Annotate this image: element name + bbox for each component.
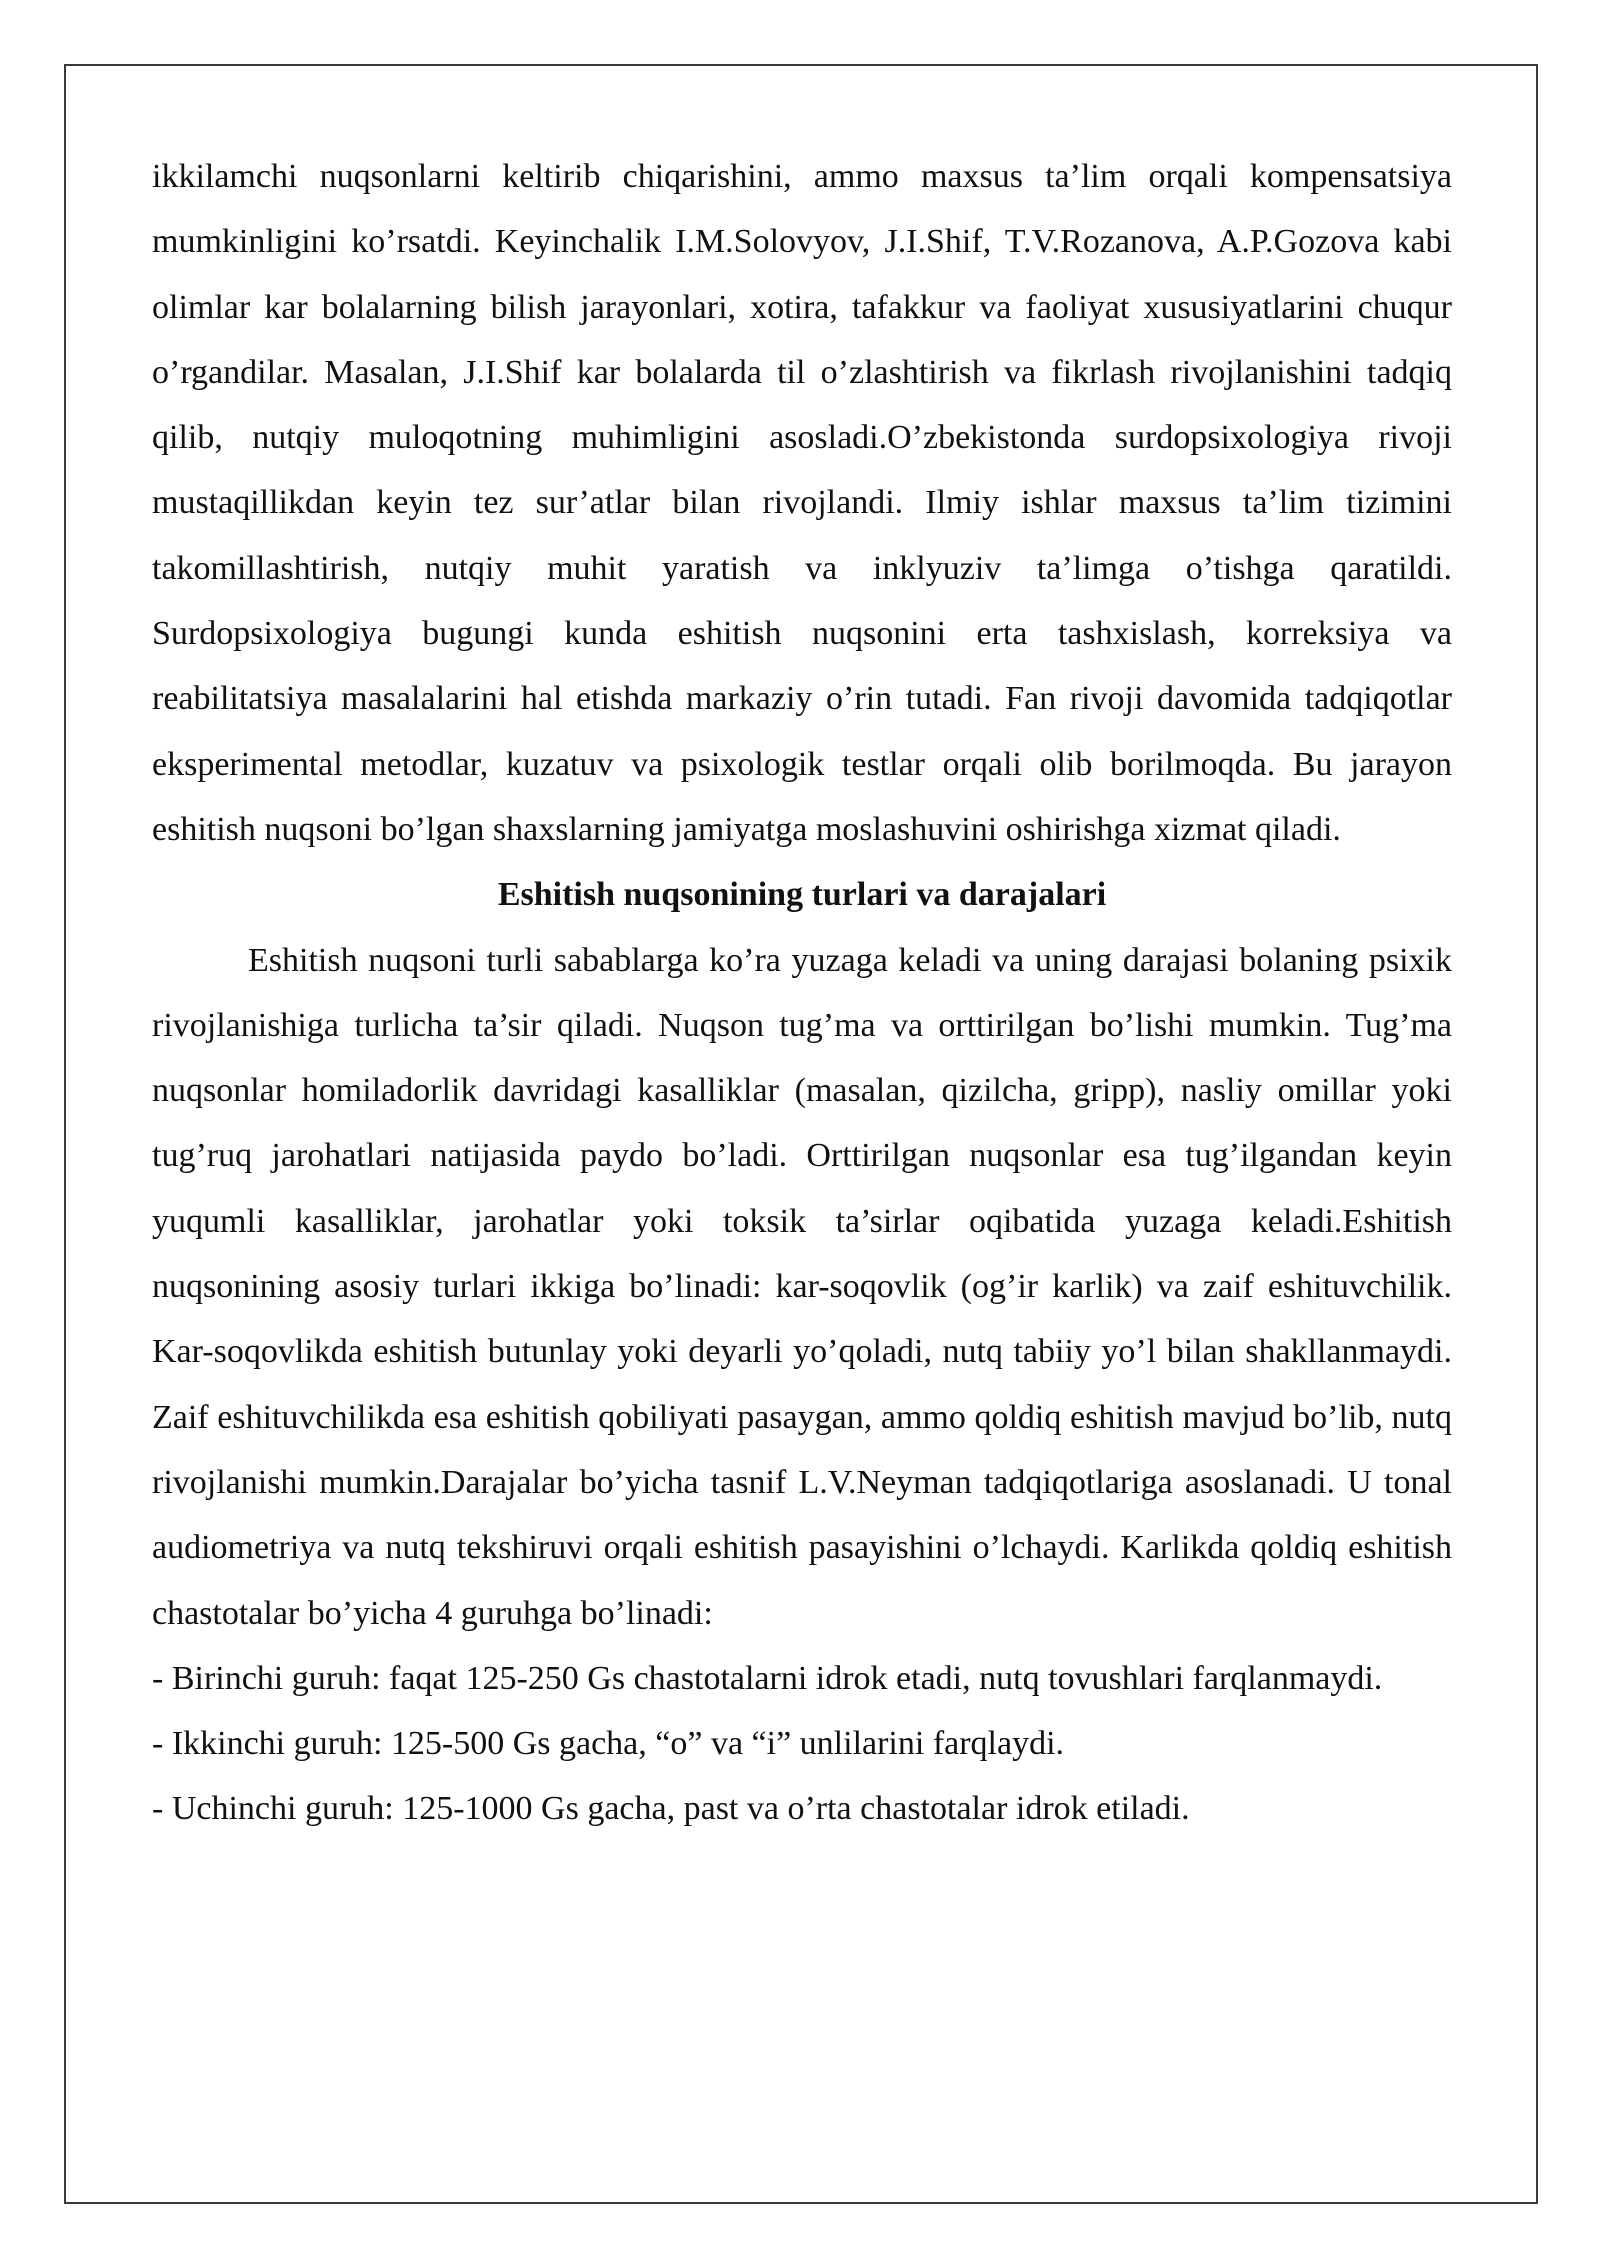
list-item: - Uchinchi guruh: 125-1000 Gs gacha, past va o’rta chastotalar idrok etiladi. bbox=[152, 1790, 1190, 1828]
list-item: - Birinchi guruh: faqat 125-250 Gs chastotalarni idrok etadi, nutq tovushlari farqlanmaydi. bbox=[152, 1659, 1383, 1697]
section-heading: Eshitish nuqsonining turlari va darajalari bbox=[497, 876, 1107, 914]
body-paragraph: ikkilamchi nuqsonlarni keltirib chiqarishini, ammo maxsus ta’lim orqali kompensatsiya mumkinligini ko’rsatdi. Keyinchalik I.M.Solovyov, J.I.Shif, T.V.Rozanova, A.P.Gozova kabi olimlar kar bolalarning bilish jarayonlari, xotira, tafakkur va faoliyat xususiyatlarini chuqur o’rgandilar. Masalan, J.I.Shif kar bolalarda til o’zlashtirish va fikrlash rivojlanishini tadqiq qilib, nutqiy muloqotning muhimligini asosladi.O’zbekistonda surdopsixologiya rivoji mustaqillikdan keyin tez sur’atlar bilan rivojlandi. Ilmiy ishlar maxsus ta’lim tizimini takomillashtirish, nutqiy muhit yaratish va inklyuziv ta’limga o’tishga qaratildi. Surdopsixologiya bugungi kunda eshitish nuqsonini erta tashxislash, korreksiya va reabilitatsiya masalalarini hal etishda markaziy o’rin tutadi. Fan rivoji davomida tadqiqotlar eksperimental metodlar, kuzatuv va psixologik testlar orqali olib borilmoqda. Bu jarayon eshitish nuqsoni bo’lgan shaxslarning jamiyatga moslashuvini oshirishga xizmat qiladi. bbox=[152, 158, 1452, 848]
list-item: - Ikkinchi guruh: 125-500 Gs gacha, “o” va “i” unlilarini farqlaydi. bbox=[152, 1725, 1065, 1763]
body-paragraph: Eshitish nuqsoni turli sabablarga ko’ra yuzaga keladi va uning darajasi bolaning psixik rivojlanishiga turlicha ta’sir qiladi. Nuqson tug’ma va orttirilgan bo’lishi mumkin. Tug’ma nuqsonlar homiladorlik davridagi kasalliklar (masalan, qizilcha, gripp), nasliy omillar yoki tug’ruq jarohatlari natijasida paydo bo’ladi. Orttirilgan nuqsonlar esa tug’ilgandan keyin yuqumli kasalliklar, jarohatlar yoki toksik ta’sirlar oqibatida yuzaga keladi.Eshitish nuqsonining asosiy turlari ikkiga bo’linadi: kar-soqovlik (og’ir karlik) va zaif eshituvchilik. Kar-soqovlikda eshitish butunlay yoki deyarli yo’qoladi, nutq tabiiy yo’l bilan shakllanmaydi. Zaif eshituvchilikda esa eshitish qobiliyati pasaygan, ammo qoldiq eshitish mavjud bo’lib, nutq rivojlanishi mumkin.Darajalar bo’yicha tasnif L.V.Neyman tadqiqotlariga asoslanadi. U tonal audiometriya va nutq tekshiruvi orqali eshitish pasayishini o’lchaydi. Karlikda qoldiq eshitish chastotalar bo’yicha 4 guruhga bo’linadi: bbox=[152, 941, 1452, 1632]
document-body bbox=[152, 144, 1452, 1842]
